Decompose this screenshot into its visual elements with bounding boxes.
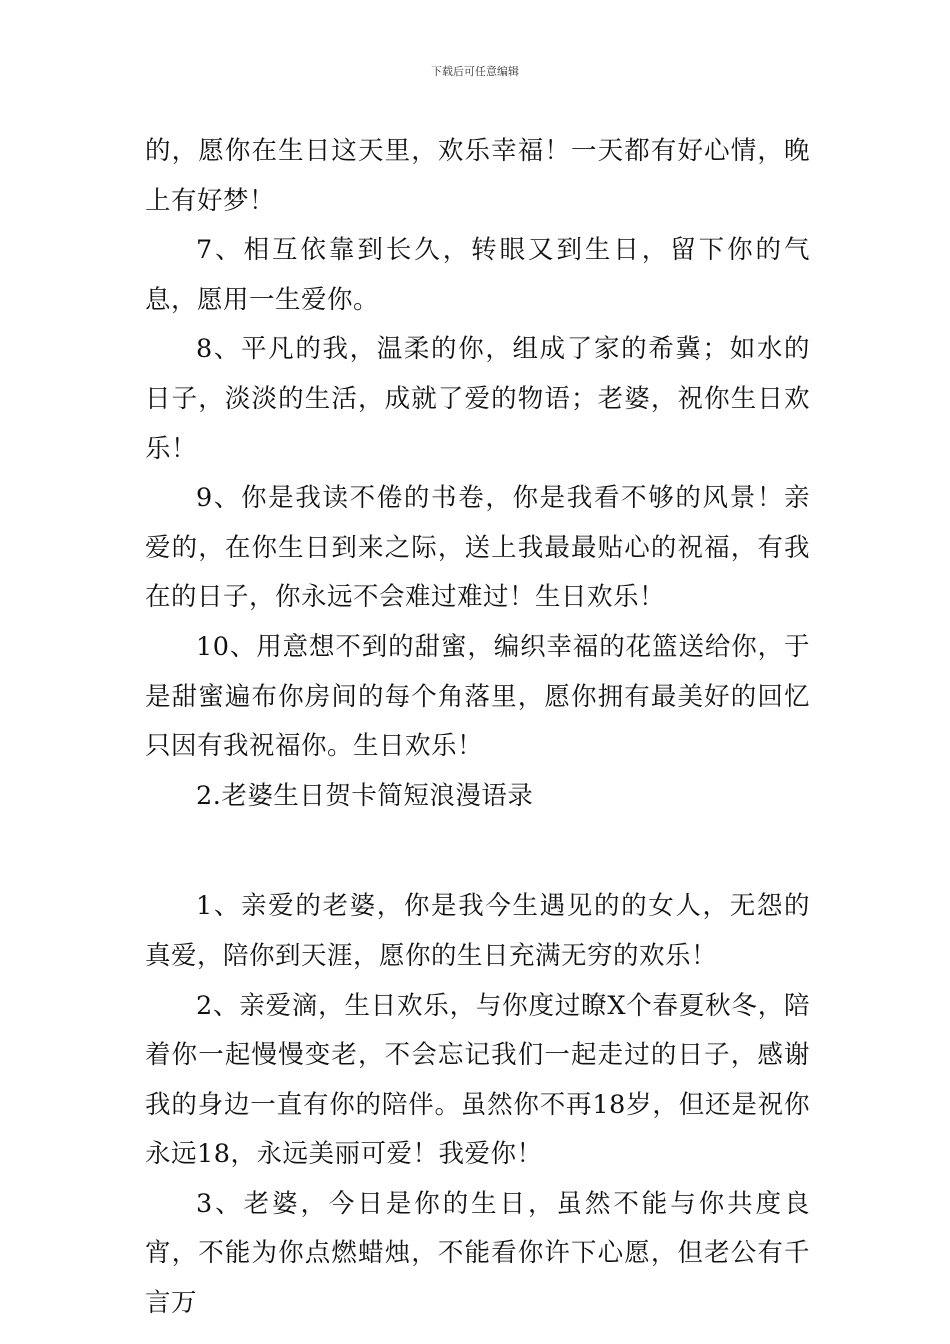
paragraph-item-9: 9、你是我读不倦的书卷，你是我看不够的风景！亲爱的，在你生日到来之际，送上我最最贴心的祝福，有我在的日子，你永远不会难过难过！生日欢乐！ (145, 483, 810, 613)
document-body (145, 127, 810, 1329)
section-paragraph-item-2: 2、亲爱滴，生日欢乐，与你度过瞭X个春夏秋冬，陪着你一起慢慢变老，不会忘记我们一起走过的日子，感谢我的身边一直有你的陪伴。虽然你不再18岁，但还是祝你永远18，永远美丽可爱！我爱你！ (145, 990, 810, 1170)
paragraph-item-8: 8、平凡的我，温柔的你，组成了家的希冀；如水的日子，淡淡的生活，成就了爱的物语；老婆，祝你生日欢乐！ (145, 334, 810, 464)
paragraph-item-7: 7、相互依靠到长久，转眼又到生日，留下你的气息，愿用一生爱你。 (145, 235, 810, 315)
page-header: 下载后可任意编辑 (431, 65, 519, 78)
section-heading: 2.老婆生日贺卡简短浪漫语录 (196, 780, 534, 811)
paragraph-item-10: 10、用意想不到的甜蜜，编织幸福的花篮送给你，于是甜蜜遍布你房间的每个角落里，愿你拥有最美好的回忆只因有我祝福你。生日欢乐！ (145, 631, 810, 762)
section-paragraph-item-1: 1、亲爱的老婆，你是我今生遇见的的女人，无怨的真爱，陪你到天涯，愿你的生日充满无穷的欢乐！ (145, 891, 810, 971)
section-paragraph-item-3: 3、老婆，今日是你的生日，虽然不能与你共度良宵，不能为你点燃蜡烛，不能看你许下心愿，但老公有千言万 (145, 1188, 810, 1319)
paragraph-continuation: 的，愿你在生日这天里，欢乐幸福！一天都有好心情，晚上有好梦！ (145, 136, 810, 216)
section-spacer (145, 821, 810, 882)
